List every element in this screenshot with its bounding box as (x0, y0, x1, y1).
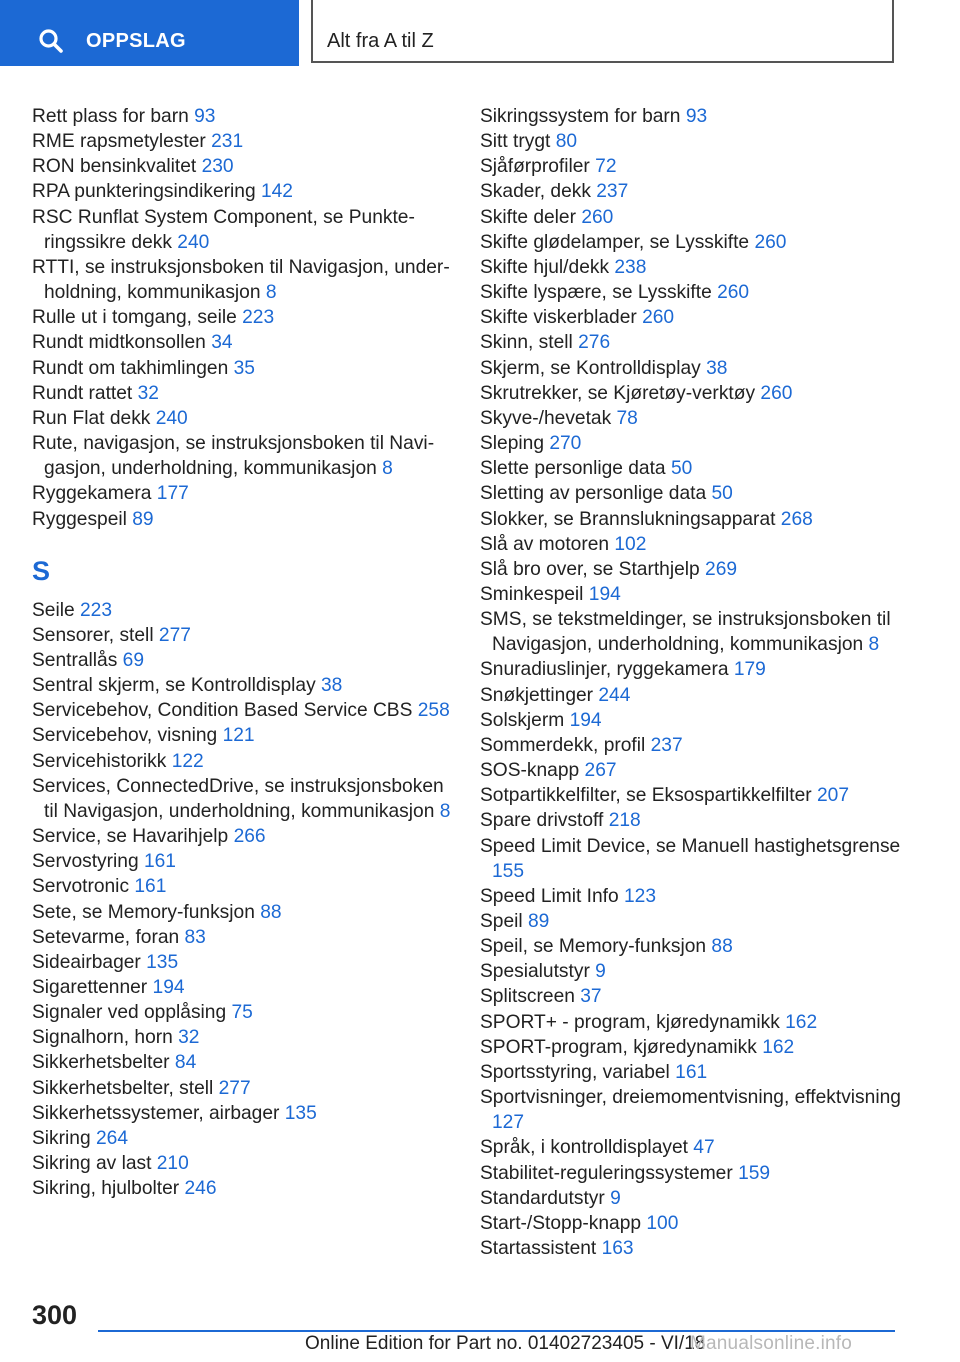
page-link[interactable]: 179 (733, 659, 766, 681)
entry-text: Servicebehov, Condition Based Service CBS (32, 700, 418, 722)
page-link[interactable]: 162 (785, 1011, 818, 1033)
index-entry (480, 1060, 910, 1085)
index-entry (32, 1126, 452, 1151)
index-entry (32, 723, 452, 748)
index-entry (480, 255, 910, 280)
index-entry (32, 824, 452, 849)
entry-text: Spesialutstyr (480, 961, 596, 983)
index-entry (480, 1186, 910, 1211)
entry-text: Slå av motoren (480, 533, 615, 555)
entry-text: Skinn, stell (480, 332, 579, 354)
index-entry (32, 900, 452, 925)
page-link[interactable]: 8 (439, 800, 451, 822)
index-entry (32, 925, 452, 950)
entry-text: Sikkerhetssystemer, airbager (32, 1102, 285, 1124)
index-entry (480, 607, 910, 657)
entry-text: Skrutrekker, se Kjøretøy-verktøy (480, 382, 761, 404)
index-entry (32, 774, 452, 824)
entry-text: Signalhorn, horn (32, 1027, 179, 1049)
page-link[interactable]: 260 (581, 206, 614, 228)
page-link[interactable]: 78 (616, 407, 638, 429)
index-entry (480, 179, 910, 204)
page-link[interactable]: 127 (492, 1112, 525, 1134)
entry-text: Speed Limit Info (480, 885, 624, 907)
index-entry (32, 598, 452, 623)
entry-text: SPORT-program, kjøredynamikk (480, 1036, 763, 1058)
entry-text: Rundt om takhimlingen (32, 357, 234, 379)
index-entry (32, 381, 452, 406)
entry-text: Sentral skjerm, se Kontrolldisplay (32, 675, 321, 697)
entry-text: Services, ConnectedDrive, se instruksjonsboken til Navigasjon, underholdning, kommunikasjon (32, 775, 444, 822)
page-link[interactable]: 159 (738, 1162, 771, 1184)
index-entry (480, 708, 910, 733)
entry-text: Skifte hjul/dekk (480, 256, 615, 278)
page-link[interactable]: 276 (578, 332, 611, 354)
page-link[interactable]: 207 (816, 785, 849, 807)
entry-text: Ryggespeil (32, 508, 133, 530)
index-entry (32, 673, 452, 698)
entry-text: Skyve-/hevetak (480, 407, 617, 429)
page-link[interactable]: 258 (417, 700, 450, 722)
index-entry (480, 733, 910, 758)
index-entry (32, 1151, 452, 1176)
index-entry (480, 280, 910, 305)
page-link[interactable]: 162 (762, 1036, 795, 1058)
entry-text: Start-/Stopp-knapp (480, 1212, 647, 1234)
entry-text: Ryggekamera (32, 483, 157, 505)
entry-text: Servostyring (32, 851, 144, 873)
index-entry (32, 330, 452, 355)
entry-text: Sminkespeil (480, 583, 589, 605)
index-entry (480, 507, 910, 532)
entry-text: Sensorer, stell (32, 624, 159, 646)
entry-text: Skader, dekk (480, 181, 597, 203)
entry-text: RTTI, se instruksjonsboken til Navigasjon, underholdning, kommunikasjon (32, 256, 450, 304)
index-entry (32, 874, 452, 899)
index-entry (480, 582, 910, 607)
index-entry (32, 481, 452, 506)
entry-text: Rett plass for barn (32, 106, 195, 127)
page-link[interactable]: 72 (595, 156, 617, 178)
index-entry (480, 205, 910, 230)
entry-text: Standardutstyr (480, 1187, 611, 1209)
index-entry (32, 648, 452, 673)
index-entry (32, 749, 452, 774)
entry-text: Snøkjettinger (480, 684, 599, 706)
page-link[interactable]: 163 (601, 1238, 634, 1260)
entry-text: Sikring, hjulbolter (32, 1178, 185, 1200)
page-link[interactable]: 269 (705, 558, 738, 580)
index-entry (480, 154, 910, 179)
entry-text: Språk, i kontrolldisplayet (480, 1137, 694, 1159)
section-header (311, 0, 894, 63)
section-title: Alt fra A til Z (327, 30, 434, 52)
page-link[interactable]: 218 (608, 810, 641, 832)
index-entry (32, 698, 452, 723)
index-entry (480, 1211, 910, 1236)
page-link[interactable]: 231 (211, 131, 244, 153)
entry-text: Servicebehov, visning (32, 725, 223, 747)
index-entry (32, 623, 452, 648)
entry-text: Speil (480, 911, 528, 932)
page-link[interactable]: 9 (595, 961, 606, 983)
page-link[interactable]: 32 (137, 382, 159, 404)
entry-text: RSC Runflat System Component, se Punkteringssikre dekk (32, 206, 415, 253)
entry-text: Servicehistorikk (32, 750, 172, 772)
entry-text: Solskjerm (480, 709, 570, 731)
entry-text: RME rapsmetylester (32, 131, 212, 153)
index-entry (32, 179, 452, 204)
page-link[interactable]: 50 (670, 458, 693, 480)
page-link[interactable]: 35 (233, 357, 255, 379)
entry-text: Sjåførprofiler (480, 156, 596, 178)
entry-text: SOS-knapp (480, 760, 585, 782)
entry-text: Skifte lyspære, se Lysskifte (480, 282, 718, 304)
entry-text: Slå bro over, se Starthjelp (480, 558, 706, 580)
page-link[interactable]: 260 (754, 231, 787, 253)
index-entry (32, 356, 452, 381)
index-entry (480, 683, 910, 708)
page-link[interactable]: 194 (569, 709, 602, 731)
index-entry (32, 1025, 452, 1050)
page-link[interactable]: 135 (146, 951, 179, 973)
index-entry (32, 205, 452, 255)
index-entry (480, 1161, 910, 1186)
page-link[interactable]: 88 (260, 901, 282, 923)
index-entry (32, 950, 452, 975)
entry-text: Sotpartikkelfilter, se Eksospartikkelfilter (480, 785, 817, 807)
index-entry (480, 959, 910, 984)
index-entry (32, 431, 452, 481)
index-entry (480, 1236, 910, 1261)
tab-label: OPPSLAG (86, 30, 186, 52)
entry-text: Service, se Havarihjelp (32, 826, 234, 848)
index-entry (32, 975, 452, 1000)
entry-text: Sportvisninger, dreiemomentvisning, effektvisning (480, 1087, 901, 1109)
index-entry (32, 255, 452, 305)
page-link[interactable]: 37 (580, 986, 602, 1008)
index-entry (480, 532, 910, 557)
index-entry (32, 849, 452, 874)
page-link[interactable]: 194 (588, 583, 621, 605)
index-entry (32, 1101, 452, 1126)
index-entry (480, 356, 910, 381)
watermark: Manualsonline.info (690, 1333, 853, 1354)
entry-text: Splitscreen (480, 986, 581, 1008)
page-link[interactable]: 223 (80, 599, 113, 621)
entry-text: Speed Limit Device, se Manuell hastighetsgrense (480, 835, 901, 857)
index-entry (480, 834, 910, 884)
page-link[interactable]: 123 (624, 885, 657, 907)
index-entry (32, 305, 452, 330)
page-link[interactable]: 210 (156, 1153, 189, 1175)
index-entry (480, 456, 910, 481)
page-link[interactable]: 155 (492, 860, 525, 882)
entry-text: Rulle ut i tomgang, seile (32, 307, 243, 329)
page-link[interactable]: 270 (549, 433, 582, 455)
entry-text: Seile (32, 599, 80, 621)
entry-text: Skifte deler (480, 206, 582, 228)
entry-text: Sikring (32, 1127, 96, 1149)
page-link[interactable]: 161 (143, 851, 176, 873)
page-link[interactable]: 142 (260, 181, 293, 203)
index-entry (32, 507, 452, 532)
index-entry (480, 330, 910, 355)
index-entry (480, 934, 910, 959)
index-entry (480, 431, 910, 456)
page-link[interactable]: 246 (184, 1178, 217, 1200)
page-link[interactable]: 38 (321, 675, 343, 697)
entry-text: Sentrallås (32, 649, 123, 671)
page-link[interactable]: 194 (152, 977, 185, 998)
page-link[interactable]: 80 (555, 131, 578, 153)
entry-text: Sportsstyring, variabel (480, 1061, 676, 1083)
index-entry (32, 154, 452, 179)
page-link[interactable]: 83 (184, 926, 206, 948)
entry-text: Sleping (480, 433, 550, 455)
entry-text: SPORT+ - program, kjøredynamikk (480, 1011, 786, 1033)
page-link[interactable]: 260 (642, 307, 675, 329)
entry-text: Setevarme, foran (32, 926, 185, 948)
oppslag-tab[interactable] (0, 0, 299, 66)
entry-text: Sikkerhetsbelter, stell (32, 1077, 219, 1099)
index-entry (480, 984, 910, 1009)
page-link[interactable]: 8 (868, 634, 880, 656)
page-link[interactable]: 260 (760, 382, 793, 404)
index-entry (480, 1085, 910, 1135)
entry-text: Sommerdekk, profil (480, 734, 651, 756)
index-entry (480, 909, 910, 934)
index-entry (480, 104, 910, 129)
page-link[interactable]: 8 (265, 282, 277, 304)
page-link[interactable]: 88 (711, 936, 733, 958)
index-entry (480, 305, 910, 330)
page-link[interactable]: 277 (158, 624, 191, 646)
page-link[interactable]: 89 (528, 911, 550, 932)
entry-text: Slette personlige data (480, 458, 671, 480)
page-link[interactable]: 277 (218, 1077, 251, 1099)
entry-text: Skifte viskerblader (480, 307, 643, 329)
index-entry (32, 1050, 452, 1075)
index-entry (480, 758, 910, 783)
search-icon (38, 28, 64, 54)
entry-text: Sigarettenner (32, 977, 153, 998)
entry-text: Snuradiuslinjer, ryggekamera (480, 659, 734, 681)
page-link[interactable]: 238 (614, 256, 647, 278)
index-entry (480, 129, 910, 154)
entry-text: Sikkerhetsbelter (32, 1052, 175, 1074)
entry-text: Sikringssystem for barn (480, 106, 686, 127)
entry-text: Sletting av personlige data (480, 483, 712, 505)
footer-divider (98, 1330, 895, 1332)
page-link[interactable]: 230 (201, 156, 234, 178)
index-entry (480, 657, 910, 682)
index-entry (32, 1076, 452, 1101)
page-link[interactable]: 75 (231, 1002, 253, 1024)
entry-text: Run Flat dekk (32, 407, 156, 429)
page-link[interactable]: 93 (685, 106, 708, 127)
index-entry (480, 1135, 910, 1160)
page-link[interactable]: 260 (717, 282, 750, 304)
entry-text: Startassistent (480, 1238, 602, 1260)
index-entry (32, 406, 452, 431)
entry-text: RPA punkteringsindikering (32, 181, 261, 203)
page-link[interactable]: 84 (174, 1052, 197, 1074)
page-link[interactable]: 244 (598, 684, 631, 706)
entry-text: Sete, se Memory-funksjon (32, 901, 261, 923)
index-entry (480, 381, 910, 406)
page-link[interactable]: 100 (646, 1212, 679, 1234)
index-entry (480, 808, 910, 833)
page-link[interactable]: 8 (382, 458, 393, 480)
page-link[interactable]: 32 (178, 1027, 200, 1049)
entry-text: Sitt trygt (480, 131, 556, 153)
entry-text: Sikring av last (32, 1153, 157, 1175)
page-link[interactable]: 69 (122, 649, 144, 671)
section-letter: S (32, 555, 51, 586)
page-link[interactable]: 38 (706, 357, 728, 379)
index-entry (32, 104, 452, 129)
entry-text: Skifte glødelamper, se Lysskifte (480, 231, 755, 253)
page-link[interactable]: 89 (132, 508, 154, 530)
index-entry (32, 129, 452, 154)
page-link[interactable]: 240 (177, 231, 210, 253)
page-link[interactable]: 50 (711, 483, 733, 505)
index-entry (480, 230, 910, 255)
edition-text: Online Edition for Part no. 01402723405 - VI/18 (305, 1333, 706, 1354)
index-entry (480, 783, 910, 808)
entry-text: Sideairbager (32, 951, 147, 973)
entry-text: Rundt rattet (32, 382, 138, 404)
entry-text: Skjerm, se Kontrolldisplay (480, 357, 707, 379)
page-link[interactable]: 237 (650, 734, 683, 756)
page-link[interactable]: 121 (222, 725, 255, 747)
page-link[interactable]: 135 (284, 1102, 317, 1124)
index-entry (480, 1035, 910, 1060)
page-link[interactable]: 223 (242, 307, 275, 329)
entry-text: Slokker, se Brannslukningsapparat (480, 508, 781, 530)
index-entry (480, 557, 910, 582)
page-link[interactable]: 161 (675, 1061, 708, 1083)
index-entry (480, 884, 910, 909)
entry-text: RON bensinkvalitet (32, 156, 202, 178)
index-entry (480, 406, 910, 431)
index-entry (480, 1010, 910, 1035)
page-link[interactable]: 9 (610, 1187, 621, 1209)
page-number: 300 (32, 1300, 78, 1330)
index-column-right (480, 104, 910, 1261)
page-link[interactable]: 34 (211, 332, 233, 354)
page-link[interactable]: 161 (134, 876, 167, 898)
entry-text: Rundt midtkonsollen (32, 332, 212, 354)
page-link[interactable]: 240 (155, 407, 188, 429)
entry-text: Servotronic (32, 876, 135, 898)
page-link[interactable]: 102 (614, 533, 647, 555)
index-column-left (32, 104, 452, 1201)
index-entry (32, 1000, 452, 1025)
page-link[interactable]: 237 (596, 181, 629, 203)
index-entry (32, 1176, 452, 1201)
entry-text: Rute, navigasjon, se instruksjonsboken til Navigasjon, underholdning, kommunikasjon (32, 433, 435, 480)
entry-text: Stabilitet-reguleringssystemer (480, 1162, 739, 1184)
entry-text: SMS, se tekstmeldinger, se instruksjonsboken til Navigasjon, underholdning, kommunikasjon (480, 609, 891, 656)
page-link[interactable]: 267 (584, 760, 617, 782)
entry-text: Spare drivstoff (480, 810, 609, 832)
page-link[interactable]: 268 (780, 508, 813, 530)
index-entry (480, 481, 910, 506)
entry-text: Speil, se Memory-funksjon (480, 936, 712, 958)
page-link[interactable]: 177 (156, 483, 189, 505)
page-link[interactable]: 122 (171, 750, 204, 772)
page-link[interactable]: 93 (194, 106, 216, 127)
page-link[interactable]: 47 (693, 1137, 715, 1159)
entry-text: Signaler ved opplåsing (32, 1002, 232, 1024)
page-link[interactable]: 264 (95, 1127, 128, 1149)
page-link[interactable]: 266 (233, 826, 266, 848)
